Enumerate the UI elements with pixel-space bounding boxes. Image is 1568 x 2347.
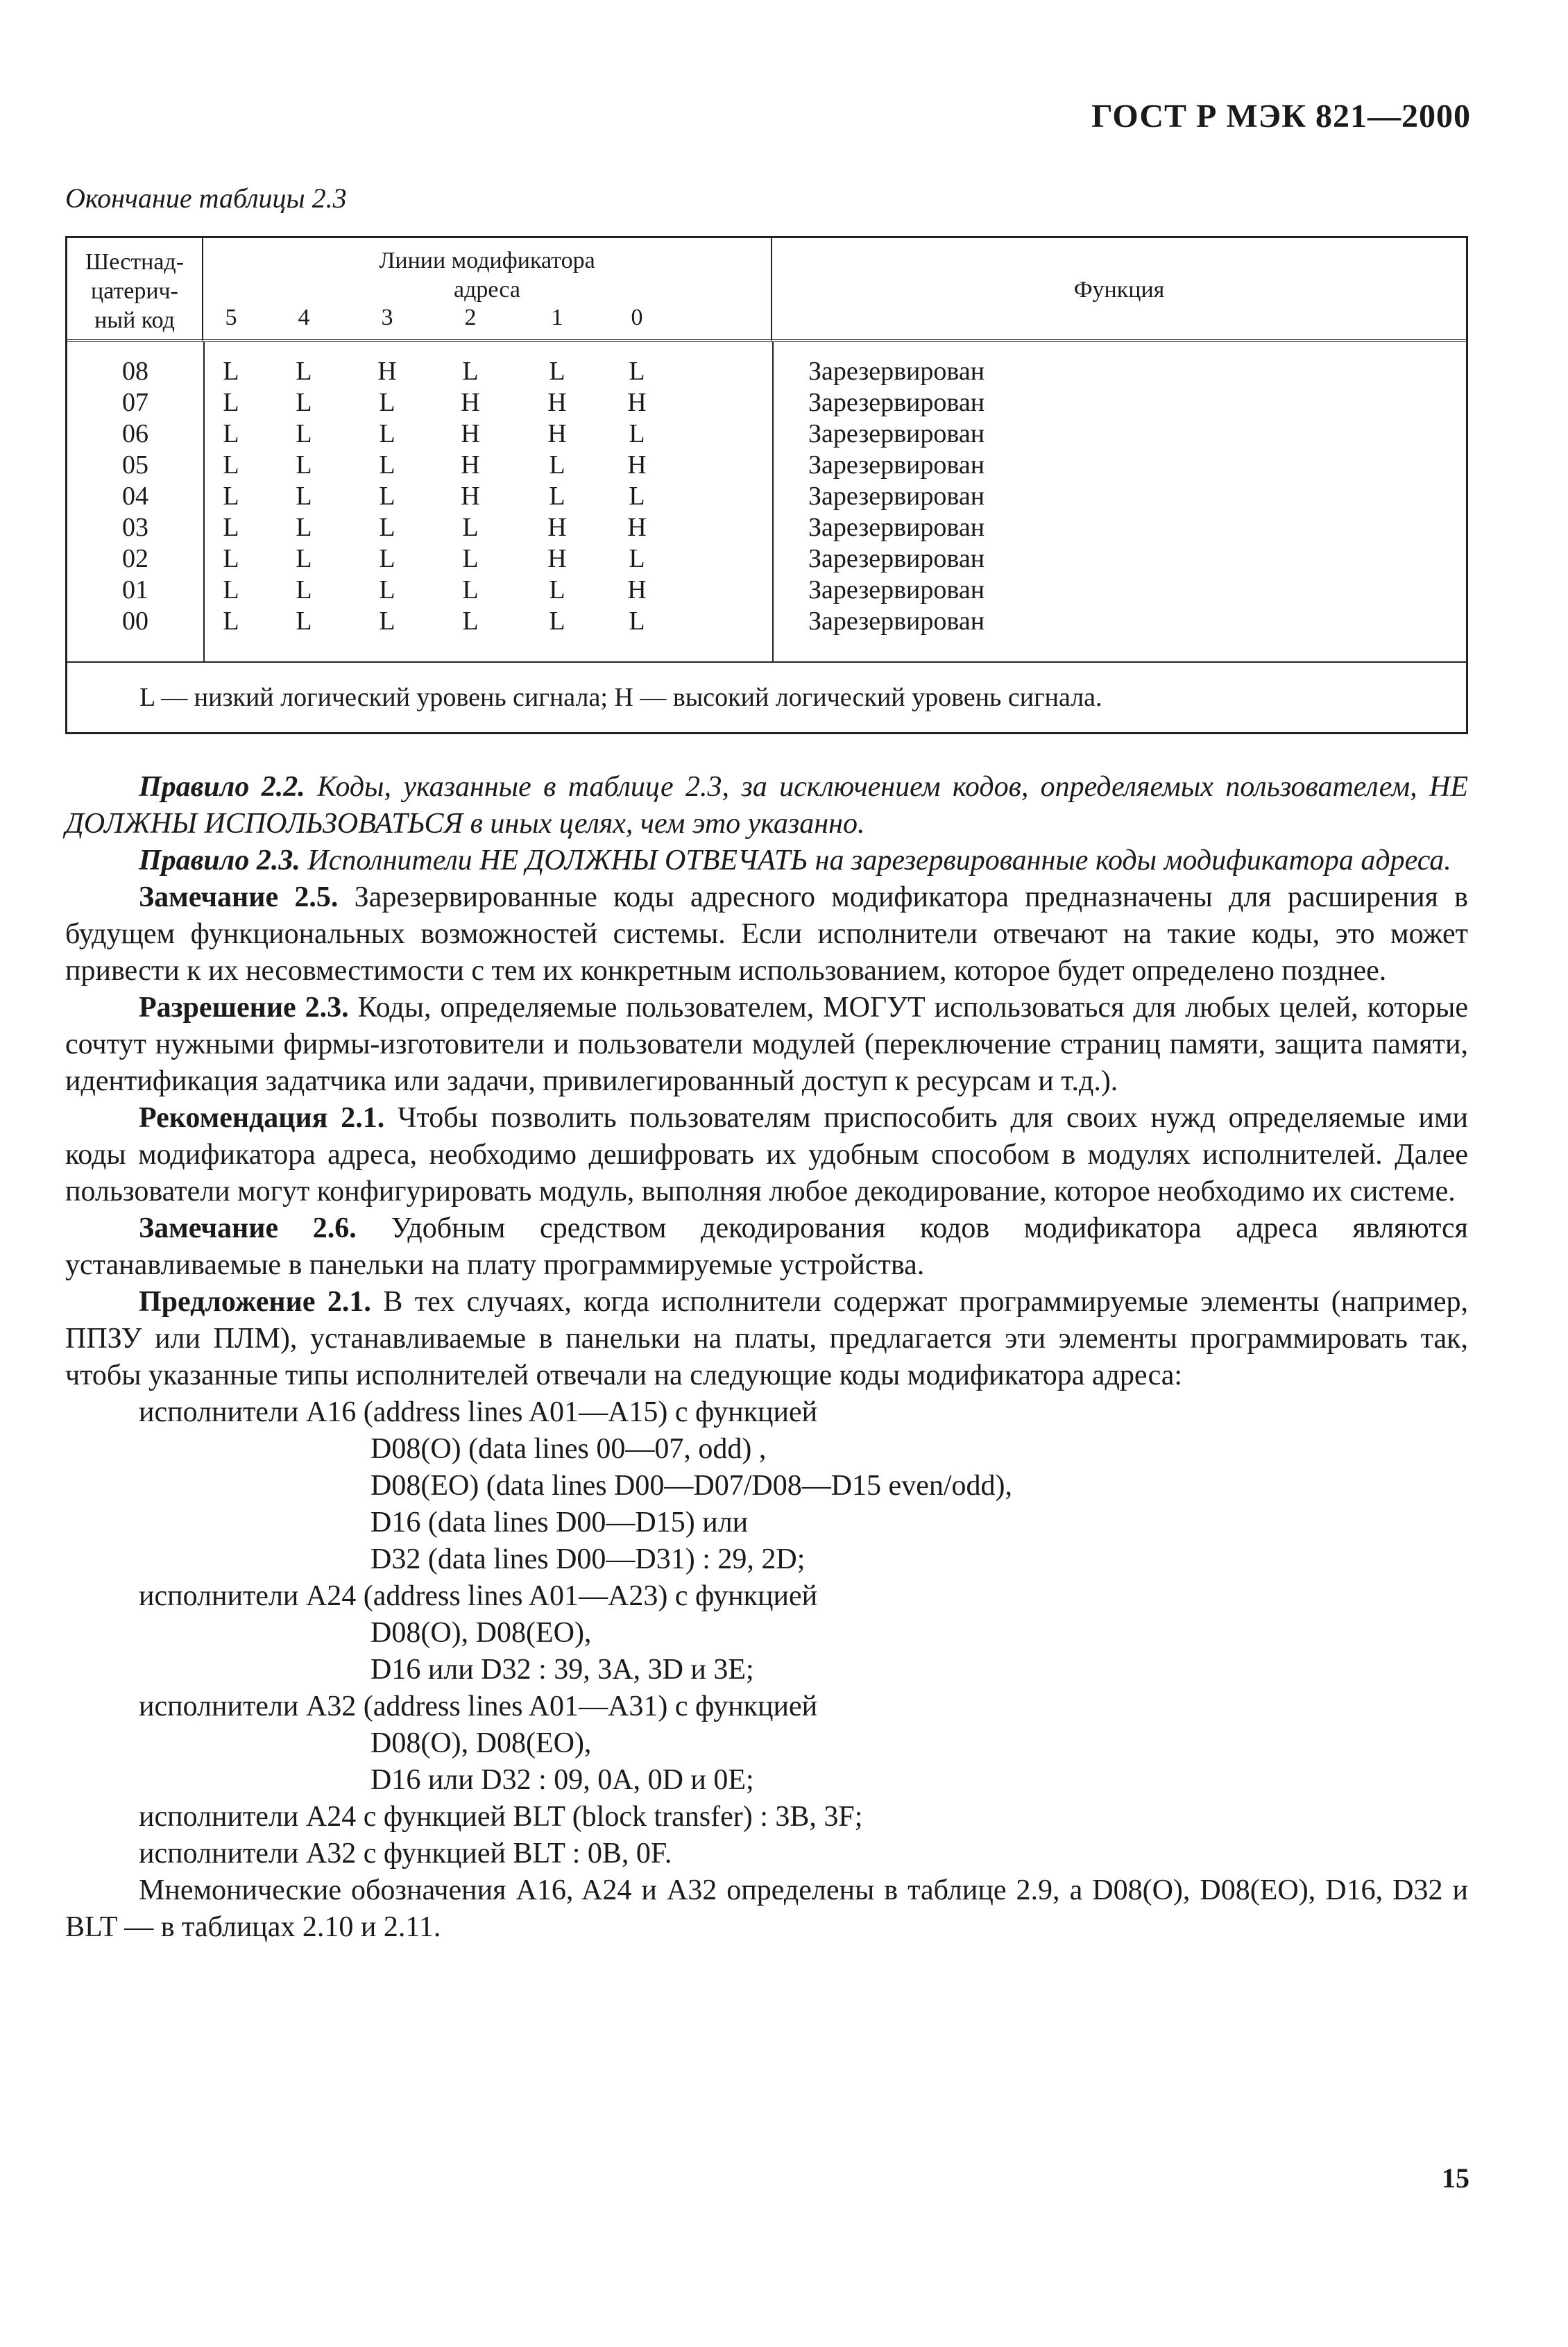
bit-cell: L: [549, 450, 565, 480]
header-hex-line: цатерич-: [91, 278, 178, 304]
bit-cell: L: [379, 607, 395, 636]
bit-cell: L: [549, 357, 565, 386]
permission-2-3: [65, 990, 1468, 1100]
bit-cell: L: [629, 482, 645, 511]
bit-cell: L: [549, 575, 565, 604]
list-item: исполнители A24 (address lines A01—A23) с функцией: [139, 1580, 818, 1612]
bit-cell: L: [549, 482, 565, 511]
proposal-2-1: [65, 1284, 1468, 1394]
list-item: исполнители A32 (address lines A01—A31) с функцией: [139, 1691, 818, 1722]
bit-cell: L: [462, 575, 479, 604]
table-row: [67, 481, 1466, 512]
rule-2-3: [65, 842, 1468, 879]
rule-2-2: [65, 769, 1468, 842]
bit-cell: H: [547, 544, 567, 573]
hex-code-cell: 05: [122, 450, 148, 480]
function-cell: Зарезервирован: [808, 575, 985, 604]
bit-cell: H: [627, 450, 647, 480]
bit-cell: L: [629, 544, 645, 573]
bit-cell: L: [379, 482, 395, 511]
note-2-6: [65, 1210, 1468, 1284]
hex-code-cell: 01: [122, 575, 148, 604]
note-label: Замечание 2.5.: [139, 881, 339, 913]
bit-cell: L: [223, 450, 239, 480]
list-item: D08(O), D08(EO),: [370, 1727, 592, 1759]
hex-code-cell: 07: [122, 388, 148, 417]
header-lines-title: Линии модификатора: [379, 248, 595, 273]
function-cell: Зарезервирован: [808, 482, 985, 511]
bit-cell: L: [296, 419, 312, 448]
bit-cell: H: [377, 357, 397, 386]
document-header: ГОСТ Р МЭК 821—2000: [1091, 98, 1471, 135]
bit-cell: L: [296, 544, 312, 573]
list-item: исполнители A16 (address lines A01—A15) с функцией: [139, 1396, 818, 1428]
table-row: [67, 387, 1466, 418]
list-item: исполнители A32 с функцией BLT : 0B, 0F.: [139, 1838, 672, 1870]
hex-code-cell: 08: [122, 357, 148, 386]
list-item: D08(EO) (data lines D00—D07/D08—D15 even/odd),: [370, 1470, 1012, 1502]
bit-cell: L: [462, 357, 479, 386]
bit-cell: L: [296, 357, 312, 386]
bit-cell: L: [223, 544, 239, 573]
bit-cell: H: [627, 388, 647, 417]
rule-text: Исполнители НЕ ДОЛЖНЫ ОТВЕЧАТЬ на зарезервированные коды модификатора адреса.: [300, 845, 1451, 876]
function-cell: Зарезервирован: [808, 388, 985, 417]
bit-cell: L: [296, 450, 312, 480]
function-cell: Зарезервирован: [808, 357, 985, 386]
function-cell: Зарезервирован: [808, 450, 985, 480]
bit-cell: L: [223, 357, 239, 386]
table-caption: Окончание таблицы 2.3: [65, 183, 347, 214]
table-row: [67, 575, 1466, 606]
bit-cell: L: [462, 513, 479, 542]
header-bit-0: 0: [631, 305, 643, 330]
list-item: D32 (data lines D00—D31) : 29, 2D;: [370, 1543, 806, 1575]
rule-label: Правило 2.3.: [139, 845, 300, 876]
header-bit-3: 3: [381, 305, 393, 330]
table-row: [67, 543, 1466, 575]
bit-cell: L: [296, 513, 312, 542]
recommendation-2-1: [65, 1100, 1468, 1210]
list-item: D08(O) (data lines 00—07, odd) ,: [370, 1433, 767, 1465]
bit-cell: H: [461, 482, 480, 511]
bit-cell: L: [379, 388, 395, 417]
bit-cell: L: [223, 388, 239, 417]
bit-cell: L: [296, 482, 312, 511]
proposal-text: В тех случаях, когда исполнители содержат программируемые элементы (например, ППЗУ или ПЛМ), устанавливаемые в панельки на платы, предлагается эти элементы программировать так, чтобы указанные типы исполнителей отвечали на следующие коды модификатора адреса:: [65, 1286, 1468, 1391]
table-row: [67, 512, 1466, 543]
rule-text: Коды, указанные в таблице 2.3, за исключением кодов, определяемых пользователем, НЕ ДОЛЖНЫ ИСПОЛЬЗОВАТЬСЯ в иных целях, чем это указанно.: [65, 771, 1468, 840]
function-cell: Зарезервирован: [808, 513, 985, 542]
header-bit-4: 4: [298, 305, 310, 330]
function-cell: Зарезервирован: [808, 607, 985, 636]
note-text: Зарезервированные коды адресного модификатора предназначены для расширения в будущем функциональных возможностей системы. Если исполнители отвечают на такие коды, это может привести к их несовместимости с тем их конкретным использованием, которое будет определено позднее.: [65, 881, 1468, 987]
header-bit-1: 1: [551, 305, 563, 330]
recommendation-label: Рекомендация 2.1.: [139, 1102, 385, 1134]
note-label: Замечание 2.6.: [139, 1212, 357, 1244]
bit-cell: H: [547, 419, 567, 448]
list-item: исполнители A24 с функцией BLT (block transfer) : 3B, 3F;: [139, 1801, 863, 1833]
table-footnote: L — низкий логический уровень сигнала; H — высокий логический уровень сигнала.: [139, 683, 1102, 712]
page-number: 15: [1442, 2162, 1469, 2194]
header-hex-line: ный код: [94, 307, 175, 333]
recommendation-text: Чтобы позволить пользователям приспособить для своих нужд определяемые ими коды модификатора адреса, необходимо дешифровать их удобным способом в модулях исполнителей. Далее пользователи могут конфигурировать модуль, выполняя любое декодирование, которое необходимо их системе.: [65, 1102, 1469, 1208]
bit-cell: L: [379, 575, 395, 604]
hex-code-cell: 00: [122, 607, 148, 636]
table-row: [67, 450, 1466, 481]
list-item: D16 или D32 : 39, 3A, 3D и 3E;: [370, 1654, 754, 1686]
permission-label: Разрешение 2.3.: [139, 992, 349, 1024]
bit-cell: L: [379, 419, 395, 448]
table-row: [67, 418, 1466, 450]
hex-code-cell: 02: [122, 544, 148, 573]
bit-cell: L: [296, 607, 312, 636]
header-bit-5: 5: [225, 305, 237, 330]
bit-cell: H: [461, 419, 480, 448]
bit-cell: L: [549, 607, 565, 636]
table-2-3: [65, 236, 1468, 734]
list-item: D16 или D32 : 09, 0A, 0D и 0E;: [370, 1764, 754, 1796]
bit-cell: H: [627, 575, 647, 604]
bit-cell: L: [379, 513, 395, 542]
bit-cell: H: [461, 450, 480, 480]
bit-cell: L: [223, 607, 239, 636]
note-text: Удобным средством декодирования кодов модификатора адреса являются устанавливаемые в панельки на плату программируемые устройства.: [65, 1212, 1468, 1281]
modifier-code-list: [65, 1394, 1468, 1872]
table-row: [67, 606, 1466, 637]
bit-cell: L: [296, 575, 312, 604]
function-cell: Зарезервирован: [808, 544, 985, 573]
bit-cell: L: [379, 450, 395, 480]
rule-label: Правило 2.2.: [139, 771, 305, 803]
closing-paragraph: Мнемонические обозначения A16, A24 и A32 определены в таблице 2.9, а D08(O), D08(EO), D16, D32 и BLT — в таблицах 2.10 и 2.11.: [65, 1874, 1468, 1943]
bit-cell: H: [461, 388, 480, 417]
header-modifier-lines: [203, 238, 772, 342]
bit-cell: L: [629, 419, 645, 448]
bit-cell: L: [629, 607, 645, 636]
hex-code-cell: 06: [122, 419, 148, 448]
bit-cell: L: [223, 419, 239, 448]
bit-cell: L: [223, 482, 239, 511]
bit-cell: L: [379, 544, 395, 573]
document-body: [65, 769, 1468, 1946]
table-row: [67, 356, 1466, 387]
proposal-label: Предложение 2.1.: [139, 1286, 371, 1318]
function-cell: Зарезервирован: [808, 419, 985, 448]
header-bit-2: 2: [464, 305, 477, 330]
header-hex-line: Шестнад-: [85, 249, 185, 275]
bit-cell: L: [629, 357, 645, 386]
hex-code-cell: 03: [122, 513, 148, 542]
bit-cell: L: [223, 513, 239, 542]
permission-text: Коды, определяемые пользователем, МОГУТ использоваться для любых целей, которые сочтут нужными фирмы-изготовители и пользователи модулей (переключение страниц памяти, защита памяти, идентификация задатчика или задачи, привилегированный доступ к ресурсам и т.д.).: [65, 992, 1468, 1097]
bit-cell: H: [547, 513, 567, 542]
bit-cell: L: [462, 607, 479, 636]
bit-cell: H: [547, 388, 567, 417]
bit-cell: H: [627, 513, 647, 542]
table-body: [67, 342, 1466, 663]
note-2-5: [65, 879, 1468, 990]
hex-code-cell: 04: [122, 482, 148, 511]
header-function: Функция: [772, 238, 1466, 342]
list-item: D08(O), D08(EO),: [370, 1617, 592, 1649]
bit-cell: L: [223, 575, 239, 604]
list-item: D16 (data lines D00—D15) или: [370, 1507, 749, 1539]
bit-cell: L: [462, 544, 479, 573]
bit-cell: L: [296, 388, 312, 417]
header-lines-title: адреса: [454, 277, 520, 303]
header-hex-code: [67, 238, 203, 342]
